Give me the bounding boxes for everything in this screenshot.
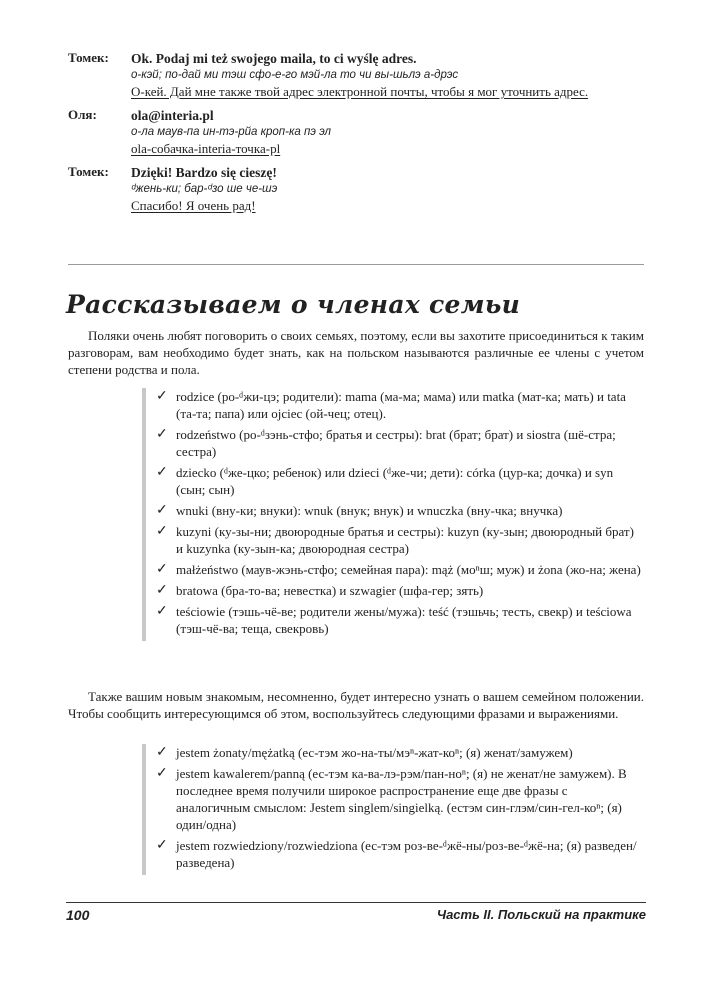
dialog-entry	[68, 107, 644, 157]
list-item: ✓ jestem żonaty/mężatką (ес-тэм жо-на-ты/мэⁿ-жат-коⁿ; (я) женат/замужем)	[156, 745, 573, 760]
footer-divider	[66, 902, 646, 903]
checkmark-icon: ✓	[156, 524, 168, 539]
checkmark-icon: ✓	[156, 766, 168, 781]
dialog-translation: О-кей. Дай мне также твой адрес электронной почты, чтобы я мог уточнить адрес.	[131, 84, 589, 99]
outro-paragraph: Также вашим новым знакомым, несомненно, будет интересно узнать о вашем семейном положении. Чтобы сообщить интересующимся об этом, воспользуйтесь следующими фразами и выражениями.	[68, 689, 644, 721]
dialog-translation: Спасибо! Я очень рад!	[131, 198, 256, 213]
list-item: ✓ kuzyni (ку-зы-ни; двоюродные братья и сестры): kuzyn (ку-зын; двоюродный брат) и kuzynka (ку-зын-ка; двоюродная сестра)	[156, 524, 634, 556]
marital-status-list	[142, 744, 644, 875]
section-divider	[68, 264, 644, 265]
list-item: ✓ rodzeństwo (ро-ᵈзэнь-стфо; братья и сестры): brat (брат; брат) и siostra (шё-стра; сестра)	[156, 427, 616, 459]
checkmark-icon: ✓	[156, 745, 168, 760]
checkmark-icon: ✓	[156, 562, 168, 577]
running-footer-title: Часть II. Польский на практике	[436, 907, 646, 922]
checkmark-icon: ✓	[156, 604, 168, 619]
family-members-list	[142, 388, 644, 641]
dialog-translation: ola-собачка-interia-точка-pl	[131, 141, 281, 156]
dialog-entry	[68, 50, 644, 100]
section-title: Рассказываем о членах семьи	[66, 290, 521, 319]
checkmark-icon: ✓	[156, 583, 168, 598]
intro-paragraph: Поляки очень любят поговорить о своих семьях, поэтому, если вы захотите присоединиться к таким разговорам, вам необходимо будет знать, как на польском называются различные ее члены с учетом степени родства и пола.	[68, 328, 644, 377]
checkmark-icon: ✓	[156, 427, 168, 442]
dialog-speaker: Оля:	[68, 107, 97, 122]
dialog-speaker: Томек:	[68, 50, 109, 65]
list-item: ✓ bratowa (бра-то-ва; невестка) и szwagier (шфа-гер; зять)	[156, 583, 484, 598]
list-item: ✓ rodzice (ро-ᵈжи-цэ; родители): mama (ма-ма; мама) или matka (мат-ка; мать) и tata (та-та; папа) или ojciec (ой-чец; отец).	[156, 389, 626, 421]
list-item: ✓ dziecko (ᵈже-цко; ребенок) или dzieci (ᵈже-чи; дети): córka (цур-ка; дочка) и syn (сын; сын)	[156, 465, 614, 497]
dialog-polish-text: Ok. Podaj mi też swojego maila, to ci wyślę adres.	[131, 51, 417, 66]
checkmark-icon: ✓	[156, 838, 168, 853]
dialog-polish-text: ola@interia.pl	[131, 108, 214, 123]
dialog-speaker: Томек:	[68, 164, 109, 179]
dialog-transcription: о-ла маув-па ин-тэ-рйа кроп-ка пэ эл	[131, 126, 332, 138]
dialog-block	[68, 50, 644, 221]
dialog-transcription: о-кэй; по-дай ми тэш сфо-е-го мэй-ла то чи вы-шьлэ а-дрэс	[131, 69, 459, 81]
list-item: ✓ teściowie (тэшь-чё-ве; родители жены/мужа): teść (тэшьчь; тесть, свекр) и teściowa (тэш-чё-ва; теща, свекровь)	[156, 604, 632, 636]
page-number: 100	[66, 907, 90, 923]
list-item: ✓ jestem kawalerem/panną (ес-тэм ка-ва-лэ-рэм/пан-ноⁿ; (я) не женат/не замужем). В последнее время получили широкое распространение еще две фразы с аналогичным смыслом: Jestem singlem/singielką. (естэм син-глэм/син-гел-коⁿ; (я) один/одна)	[156, 766, 627, 832]
dialog-polish-text: Dzięki! Bardzo się cieszę!	[131, 165, 277, 180]
list-item: ✓ jestem rozwiedziony/rozwiedziona (ес-тэм роз-ве-ᵈжё-ны/роз-ве-ᵈжё-на; (я) разведен/разведена)	[156, 838, 637, 870]
checkmark-icon: ✓	[156, 503, 168, 518]
list-item: ✓ wnuki (вну-ки; внуки): wnuk (внук; внук) и wnuczka (вну-чка; внучка)	[156, 503, 563, 518]
dialog-transcription: ᵈжень-ки; бар-ᵈзо ше че-шэ	[131, 183, 278, 195]
checkmark-icon: ✓	[156, 465, 168, 480]
checkmark-icon: ✓	[156, 389, 168, 404]
list-item: ✓ małżeństwo (маув-жэнь-стфо; семейная пара): mąż (моⁿш; муж) и żona (жо-на; жена)	[156, 562, 641, 577]
dialog-entry	[68, 164, 644, 214]
